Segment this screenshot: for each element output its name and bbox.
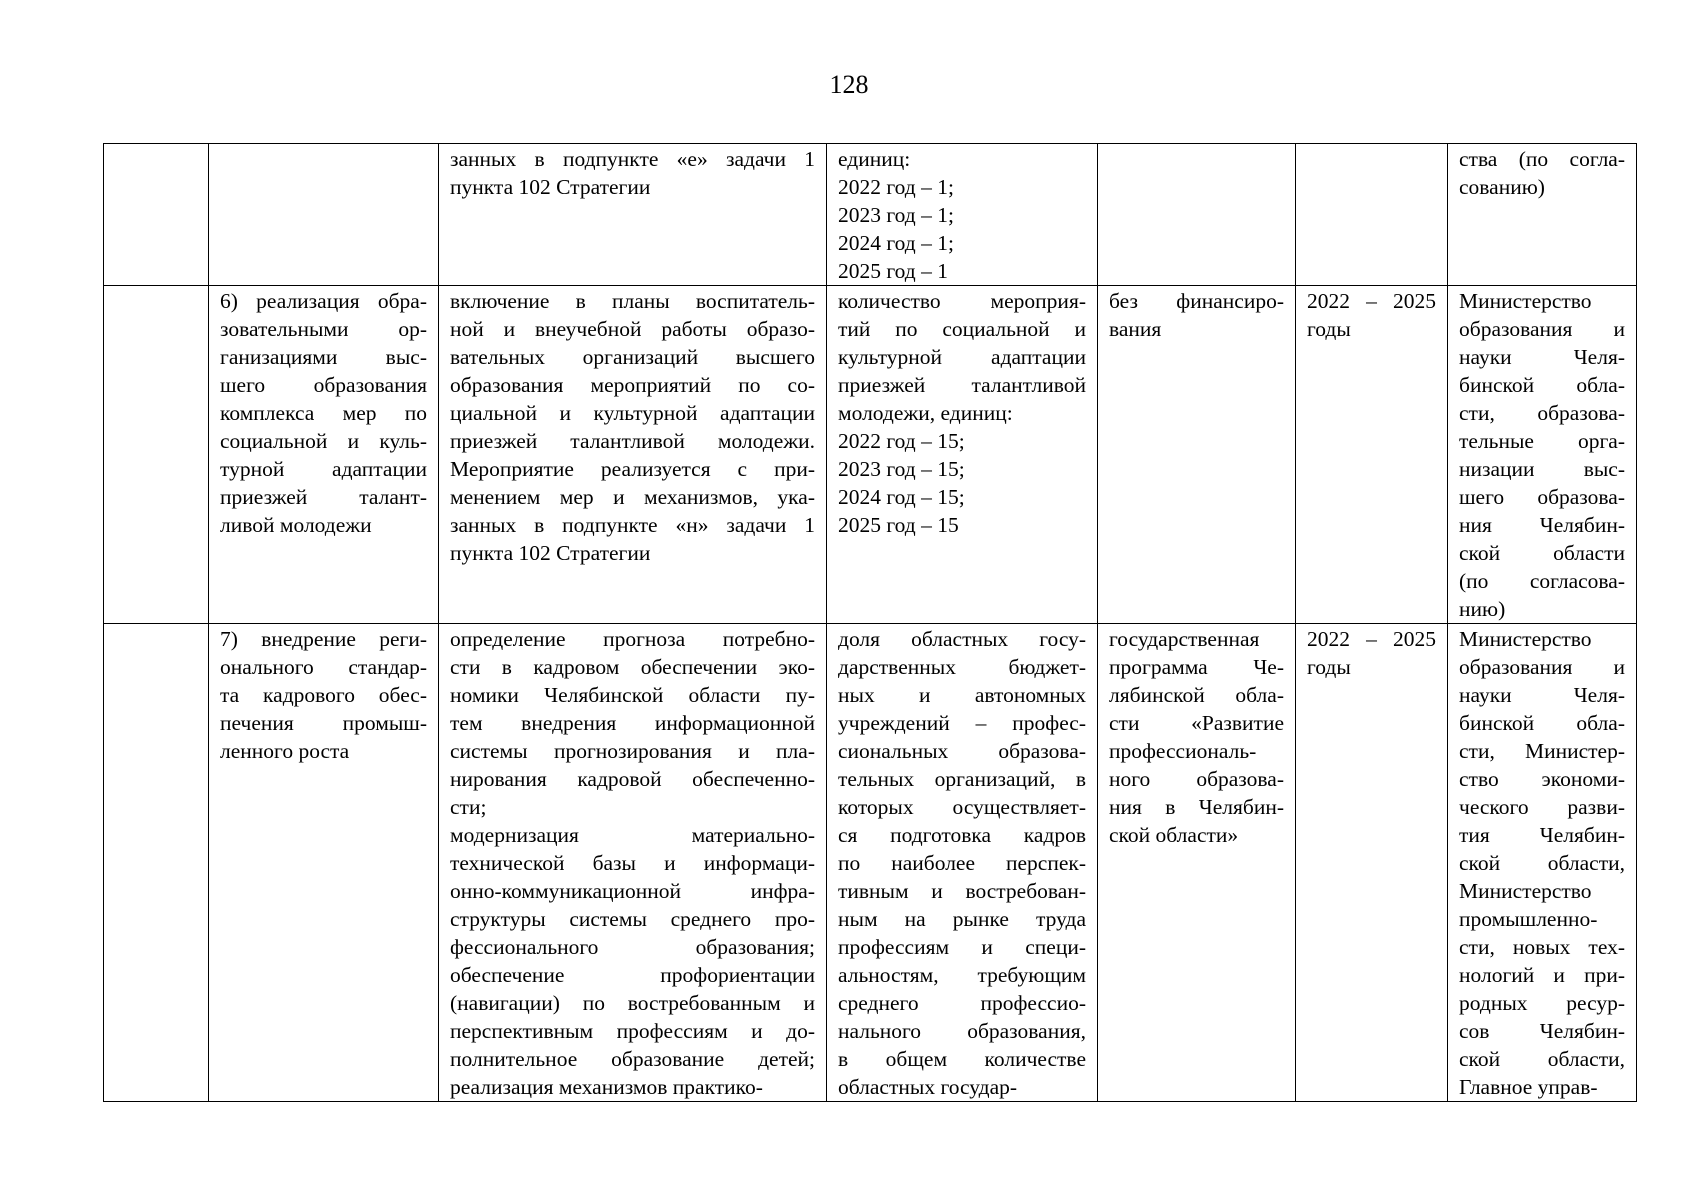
cell-line: ного образова- [1109,767,1284,791]
cell-line: зовательными ор- [220,317,427,341]
cell-line: Министерство [1459,879,1592,903]
cell-line: онального стандар- [220,655,427,679]
cell-line: технической базы и информаци- [450,851,815,875]
cell-line: нального образования, [838,1019,1086,1043]
cell-line: Главное управ- [1459,1075,1598,1099]
cell-line: промышленно- [1459,907,1598,931]
cell-line: ных и автономных [838,683,1086,707]
cell-line: 2023 год – 15; [838,457,965,481]
cell-line: вательных организаций высшего [450,345,815,369]
cell-line: (навигации) по востребованным и [450,991,815,1015]
cell-line: сти; [450,795,487,819]
table-cell-col2 [209,286,439,624]
cell-line: нирования кадровой обеспеченно- [450,767,815,791]
table-cell-col3 [439,144,827,286]
cell-line: сти, новых тех- [1459,935,1625,959]
table-cell-col5 [1098,286,1296,624]
cell-line: 2025 год – 1 [838,259,948,283]
cell-line: фессионального образования; [450,935,815,959]
cell-line: ся подготовка кадров [838,823,1086,847]
cell-line: ливой молодежи [220,513,372,537]
cell-line: тельных организаций, в [838,767,1086,791]
cell-line: 2024 год – 15; [838,485,965,509]
table-cell-col6 [1296,286,1448,624]
cell-line: без финансиро- [1109,289,1284,313]
cell-line: ской области, [1459,851,1625,875]
cell-line: 2024 год – 1; [838,231,954,255]
cell-line: нию) [1459,597,1506,621]
table-cell-col7 [1448,624,1637,1102]
cell-line: тем внедрения информационной [450,711,815,735]
table-cell-col3 [439,286,827,624]
cell-line: ленного роста [220,739,350,763]
cell-line: науки Челя- [1459,683,1625,707]
cell-line: 7) внедрение реги- [220,627,427,651]
cell-line: пункта 102 Стратегии [450,175,651,199]
cell-line: бинской обла- [1459,711,1625,735]
cell-line: сти, образова- [1459,401,1625,425]
table-cell-col1 [104,144,209,286]
cell-line: номики Челябинской области пу- [450,683,815,707]
cell-line: пункта 102 Стратегии [450,541,651,565]
cell-line: тельные орга- [1459,429,1625,453]
cell-line: вания [1109,317,1162,341]
cell-line: культурной адаптации [838,345,1086,369]
cell-line: циальной и культурной адаптации [450,401,815,425]
cell-line: сти, Министер- [1459,739,1625,763]
table-cell-col3 [439,624,827,1102]
cell-line: ства (по согла- [1459,147,1625,171]
cell-line: тий по социальной и [838,317,1086,341]
cell-line: ганизациями выс- [220,345,427,369]
cell-line: 2023 год – 1; [838,203,954,227]
cell-line: приезжей талантливой молодежи. [450,429,815,453]
cell-line: в общем количестве [838,1047,1086,1071]
table-cell-col1 [104,286,209,624]
cell-line: системы прогнозирования и пла- [450,739,815,763]
cell-line: 2022 – 2025 [1307,627,1436,651]
cell-line: тия Челябин- [1459,823,1625,847]
cell-line: государственная [1109,627,1260,651]
table-cell-col2 [209,624,439,1102]
cell-line: сов Челябин- [1459,1019,1625,1043]
cell-line: годы [1307,655,1351,679]
cell-line: ной и внеучебной работы образо- [450,317,815,341]
cell-line: профессиональ- [1109,739,1257,763]
cell-line: 2025 год – 15 [838,513,959,537]
cell-line: 2022 – 2025 [1307,289,1436,313]
table-cell-col5 [1098,144,1296,286]
cell-line: науки Челя- [1459,345,1625,369]
cell-line: годы [1307,317,1351,341]
cell-line: образования мероприятий по со- [450,373,815,397]
cell-line: которых осуществляет- [838,795,1086,819]
cell-line: комплекса мер по [220,401,427,425]
cell-line: обеспечение профориентации [450,963,815,987]
cell-line: шего образования [220,373,427,397]
cell-line: ческого разви- [1459,795,1625,819]
table-cell-col7 [1448,144,1637,286]
cell-line: шего образова- [1459,485,1625,509]
measures-table [103,143,1637,1102]
cell-line: занных в подпункте «н» задачи 1 [450,513,815,537]
cell-line: ния Челябин- [1459,513,1625,537]
cell-line: дарственных бюджет- [838,655,1086,679]
cell-line: определение прогноза потребно- [450,627,815,651]
cell-line: молодежи, единиц: [838,401,1013,425]
cell-line: перспективным профессиям и до- [450,1019,815,1043]
cell-line: Министерство [1459,627,1592,651]
table-cell-col4 [827,624,1098,1102]
table-cell-col6 [1296,144,1448,286]
cell-line: нологий и при- [1459,963,1625,987]
cell-line: приезжей талантливой [838,373,1086,397]
cell-line: социальной и куль- [220,429,427,453]
cell-line: печения промыш- [220,711,427,735]
cell-line: (по согласова- [1459,569,1625,593]
cell-line: включение в планы воспитатель- [450,289,815,313]
cell-line: сиональных образова- [838,739,1086,763]
cell-line: модернизация материально- [450,823,815,847]
cell-line: лябинской обла- [1109,683,1284,707]
cell-line: та кадрового обес- [220,683,427,707]
table-row [104,624,1637,1102]
table-cell-col2 [209,144,439,286]
cell-line: приезжей талант- [220,485,427,509]
cell-line: структуры системы среднего про- [450,907,815,931]
cell-line: ской области, [1459,1047,1625,1071]
cell-line: 2022 год – 1; [838,175,954,199]
cell-line: родных ресур- [1459,991,1625,1015]
cell-line: Мероприятие реализуется с при- [450,457,815,481]
cell-line: турной адаптации [220,457,427,481]
cell-line: тивным и востребован- [838,879,1086,903]
table-cell-col1 [104,624,209,1102]
cell-line: сти «Развитие [1109,711,1284,735]
cell-line: областных государ- [838,1075,1018,1099]
table-cell-col6 [1296,624,1448,1102]
cell-line: ным на рынке труда [838,907,1086,931]
cell-line: сованию) [1459,175,1545,199]
cell-line: Министерство [1459,289,1592,313]
cell-line: низации выс- [1459,457,1625,481]
cell-line: программа Че- [1109,655,1284,679]
cell-line: ской области» [1109,823,1239,847]
cell-line: занных в подпункте «е» задачи 1 [450,147,815,171]
cell-line: альностям, требующим [838,963,1086,987]
cell-line: 2022 год – 15; [838,429,965,453]
cell-line: ство экономи- [1459,767,1625,791]
cell-line: сти в кадровом обеспечении эко- [450,655,815,679]
table-cell-col4 [827,144,1098,286]
cell-line: среднего профессио- [838,991,1086,1015]
cell-line: единиц: [838,147,911,171]
cell-line: полнительное образование детей; [450,1047,815,1071]
table-row [104,144,1637,286]
table-row [104,286,1637,624]
cell-line: количество мероприя- [838,289,1086,313]
table-cell-col4 [827,286,1098,624]
cell-line: онно-коммуникационной инфра- [450,879,815,903]
cell-line: профессиям и специ- [838,935,1086,959]
cell-line: доля областных госу- [838,627,1086,651]
cell-line: реализация механизмов практико- [450,1075,763,1099]
cell-line: образования и [1459,317,1625,341]
cell-line: ния в Челябин- [1109,795,1284,819]
table-cell-col7 [1448,286,1637,624]
cell-line: бинской обла- [1459,373,1625,397]
cell-line: 6) реализация обра- [220,289,427,313]
table-cell-col5 [1098,624,1296,1102]
cell-line: по наиболее перспек- [838,851,1086,875]
cell-line: ской области [1459,541,1625,565]
cell-line: менением мер и механизмов, ука- [450,485,815,509]
cell-line: учреждений – профес- [838,711,1086,735]
page-number: 128 [829,70,869,99]
cell-line: образования и [1459,655,1625,679]
